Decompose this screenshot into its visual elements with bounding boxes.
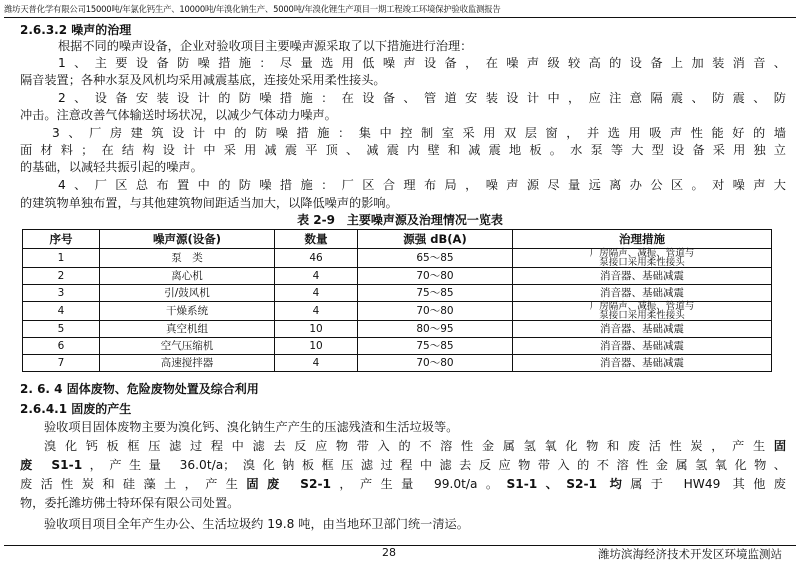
item2-line2: 冲击。注意改善气体输送时场状况，以减少气体动力噪声。 [20, 108, 337, 122]
item1-line1: 1、主要设备防噪措施：尽量选用低噪声设备，在噪声级较高的设备上加装消音、 [58, 56, 786, 70]
page-number: 28 [382, 546, 396, 559]
measure-line-b: 泵接口采用柔性接头 [599, 310, 685, 321]
cell-source: 引/鼓风机 [100, 285, 275, 302]
cell-db: 75～85 [358, 338, 513, 355]
cell-measure: 消音器、基础减震 [513, 321, 772, 338]
paragraph-intro: 根据不同的噪声设备，企业对验收项目主要噪声源采取了以下措施进行治理： [58, 39, 473, 53]
measure-line-b: 泵接口采用柔性接头 [599, 257, 685, 268]
cell-source: 干燥系统 [100, 302, 275, 321]
cell-db: 70～80 [358, 302, 513, 321]
solid-line3-text: ，产生量 36.0t/a；溴化钠板框压滤过程中滤去反应物带入的不溶性金属氢氧化物、 [82, 458, 786, 472]
section-heading-noise-control: 2.6.3.2 噪声的治理 [20, 23, 132, 37]
cell-no: 6 [23, 338, 100, 355]
col-header-measure: 治理措施 [513, 230, 772, 249]
table-row [23, 355, 772, 372]
item1-line2: 隔音装置；各种水泵及风机均采用减震基底，连接处采用柔性接头。 [20, 73, 386, 87]
cell-no: 1 [23, 249, 100, 268]
solid-line6: 验收项目项目全年产生办公、生活垃圾约 19.8 吨，由当地环卫部门统一清运。 [44, 517, 469, 531]
footer-organization: 潍坊滨海经济技术开发区环境监测站 [598, 547, 782, 561]
solid-line2-bold: 固 [773, 439, 786, 453]
table-row [23, 302, 772, 321]
cell-source: 空气压缩机 [100, 338, 275, 355]
item3-line2: 面材料；在结构设计中采用减震平顶、减震内壁和减震地板。水泵等大型设备采用独立 [20, 143, 786, 157]
item3-line1: 3、厂房建筑设计中的防噪措施：集中控制室采用双层窗，并选用吸声性能好的墙 [52, 126, 786, 140]
table-row [23, 321, 772, 338]
cell-no: 3 [23, 285, 100, 302]
cell-qty: 10 [275, 338, 358, 355]
cell-db: 70～80 [358, 268, 513, 285]
table-row [23, 285, 772, 302]
cell-measure [513, 302, 772, 321]
cell-db: 70～80 [358, 355, 513, 372]
cell-no: 2 [23, 268, 100, 285]
cell-measure [513, 249, 772, 268]
solid-line4-text-c: 属于 HW49 其他废 [630, 477, 786, 491]
solid-line1: 验收项目固体废物主要为溴化钙、溴化钠生产产生的压滤残渣和生活垃圾等。 [44, 420, 459, 434]
cell-qty: 4 [275, 285, 358, 302]
section-heading-waste-generation: 2.6.4.1 固废的产生 [20, 402, 132, 416]
item3-line3: 的基础，以减轻共振引起的噪声。 [20, 160, 203, 174]
cell-qty: 4 [275, 302, 358, 321]
table-header-row [23, 230, 772, 249]
cell-measure: 消音器、基础减震 [513, 338, 772, 355]
cell-qty: 46 [275, 249, 358, 268]
cell-db: 65～85 [358, 249, 513, 268]
item2-line1: 2、设备安装设计的防噪措施：在设备、管道安装设计中，应注意隔震、防震、防 [58, 91, 786, 105]
measure-line-a: 厂房隔声、减振、管道与 [589, 248, 695, 259]
col-header-no: 序号 [23, 230, 100, 249]
solid-line2 [44, 437, 786, 456]
cell-qty: 4 [275, 355, 358, 372]
cell-source: 高速搅拌器 [100, 355, 275, 372]
cell-measure: 消音器、基础减震 [513, 355, 772, 372]
solid-line2-text: 溴化钙板框压滤过程中滤去反应物带入的不溶性金属氢氧化物和废活性炭，产生 [44, 439, 774, 453]
cell-db: 75～85 [358, 285, 513, 302]
running-header: 潍坊天普化学有限公司15000吨/年氯化钙生产、10000吨/年溴化钠生产、5000吨/年溴化锂生产项目一期工程竣工环境保护验收监测报告 [4, 4, 501, 14]
header-rule [4, 17, 796, 18]
cell-source: 真空机组 [100, 321, 275, 338]
item4-line1: 4、厂区总布置中的防噪措施：厂区合理布局，噪声源尽量远离办公区。对噪声大 [58, 178, 786, 192]
col-header-qty: 数量 [275, 230, 358, 249]
cell-no: 4 [23, 302, 100, 321]
solid-line4-text-b: ，产生量 99.0t/a。 [330, 477, 507, 491]
col-header-db: 源强 dB(A) [358, 230, 513, 249]
solid-line4-bold-a: 固废 S2-1 [246, 477, 331, 491]
cell-qty: 4 [275, 268, 358, 285]
solid-line3-bold: 废 S1-1 [20, 458, 83, 472]
cell-qty: 10 [275, 321, 358, 338]
col-header-source: 噪声源(设备) [100, 230, 275, 249]
cell-source: 离心机 [100, 268, 275, 285]
cell-measure: 消音器、基础减震 [513, 268, 772, 285]
cell-no: 7 [23, 355, 100, 372]
section-heading-solid-waste: 2. 6. 4 固体废物、危险废物处置及综合利用 [20, 382, 259, 396]
noise-source-table [22, 229, 772, 372]
solid-line4-text-a: 废活性炭和硅藻土，产生 [20, 477, 247, 491]
solid-line3 [20, 456, 786, 475]
table-row [23, 338, 772, 355]
table-caption: 表 2-9 主要噪声源及治理情况一览表 [297, 213, 503, 227]
cell-no: 5 [23, 321, 100, 338]
solid-line4-bold-b: S1-1、S2-1 均 [506, 477, 631, 491]
cell-source: 泵 类 [100, 249, 275, 268]
item4-line2: 的建筑物单独布置，与其他建筑物间距适当加大，以降低噪声的影响。 [20, 196, 398, 210]
table-row [23, 249, 772, 268]
table-row [23, 268, 772, 285]
cell-measure: 消音器、基础减震 [513, 285, 772, 302]
solid-line4 [20, 475, 786, 494]
cell-db: 80～95 [358, 321, 513, 338]
measure-line-a: 厂房隔声、减振、管道与 [589, 301, 695, 312]
solid-line5: 物，委托潍坊佛士特环保有限公司处置。 [20, 496, 240, 510]
